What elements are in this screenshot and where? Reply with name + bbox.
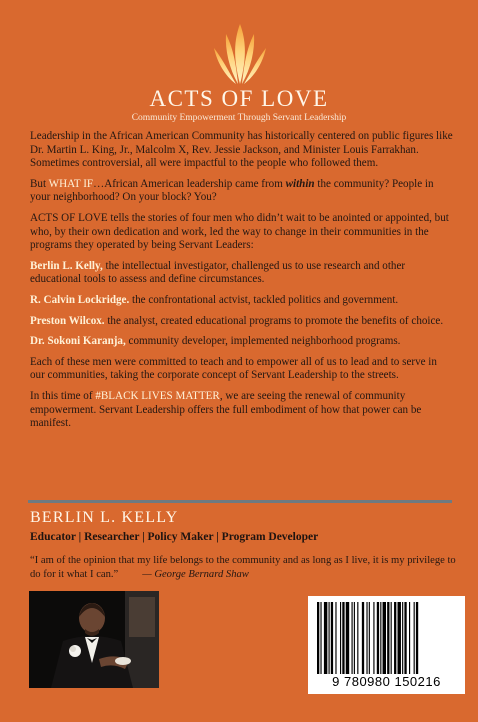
quote-attribution: — George Bernard Shaw: [142, 568, 249, 580]
author-roles: Educator | Researcher | Policy Maker | Program Developer: [30, 531, 319, 543]
book-subtitle: Community Empowerment Through Servant Leadership: [131, 113, 347, 123]
hashtag-highlight: #BLACK LIVES MATTER: [95, 389, 220, 402]
what-if-pre: But: [30, 177, 49, 190]
leader-entry: [30, 335, 454, 349]
author-quote: [30, 554, 460, 581]
leader-entry: [30, 294, 454, 308]
quote-text: “I am of the opinion that my life belongs to the community and as long as I live, it is my privilege to do for it what I can.”: [30, 555, 456, 580]
leader-name: R. Calvin Lockridge.: [30, 293, 130, 306]
leader-entry: [30, 260, 454, 287]
what-if-mid: …African American leadership came from: [93, 177, 286, 190]
within-emphasis: within: [285, 177, 315, 190]
book-title: ACTS OF LOVE: [149, 86, 329, 111]
leader-entry: [30, 315, 454, 329]
intro-paragraph: Leadership in the African American Community has historically centered on public figures like Dr. Martin L. King, Jr., Malcolm X, Rev. Jessie Jackson, and Minister Louis Farrakhan. Sometimes controversial, all were impactful to the people who followed them.: [30, 130, 453, 170]
leader-desc: the analyst, created educational programs to promote the benefits of choice.: [104, 314, 444, 327]
back-cover-blurb: [30, 130, 454, 438]
stories-paragraph: ACTS OF LOVE tells the stories of four men who didn’t wait to be anointed or appointed, but who, by their own dedication and work, led the way to change in their communities in the programs they operated by being Servant Leaders:: [30, 211, 449, 252]
closing-paragraph: [30, 390, 454, 431]
barcode-digits: 9 780980 150216: [332, 674, 441, 689]
leader-desc: the intellectual investigator, challenged us to use research and other educational tools to assess and define circumstances.: [30, 259, 406, 286]
flame-lotus-logo: [209, 22, 271, 88]
leader-name: Dr. Sokoni Karanja,: [30, 335, 126, 348]
leader-desc: the confrontational actvist, tackled politics and government.: [129, 293, 399, 306]
commitment-paragraph: Each of these men were committed to teach and to empower all of us to lead and to serve in our communities, taking the corporate concept of Servant Leadership to the streets.: [30, 355, 437, 382]
closing-pre: In this time of: [30, 389, 96, 402]
section-divider: [28, 500, 452, 503]
leader-name: Preston Wilcox.: [30, 314, 105, 327]
author-name: BERLIN L. KELLY: [30, 509, 179, 526]
what-if-post: the community? People in your neighborhood? On your block? You?: [30, 177, 434, 204]
barcode-bars: [308, 596, 465, 694]
leader-name: Berlin L. Kelly,: [30, 259, 103, 272]
leader-desc: community developer, implemented neighborhood programs.: [125, 335, 401, 348]
what-if-highlight: WHAT IF: [48, 177, 94, 190]
what-if-paragraph: [30, 178, 454, 205]
closing-post: , we are seeing the renewal of community empowerment. Servant Leadership offers the full embodiment of how that power can be manifest.: [30, 389, 422, 430]
author-photo: [29, 591, 159, 688]
isbn-barcode: [308, 596, 465, 694]
